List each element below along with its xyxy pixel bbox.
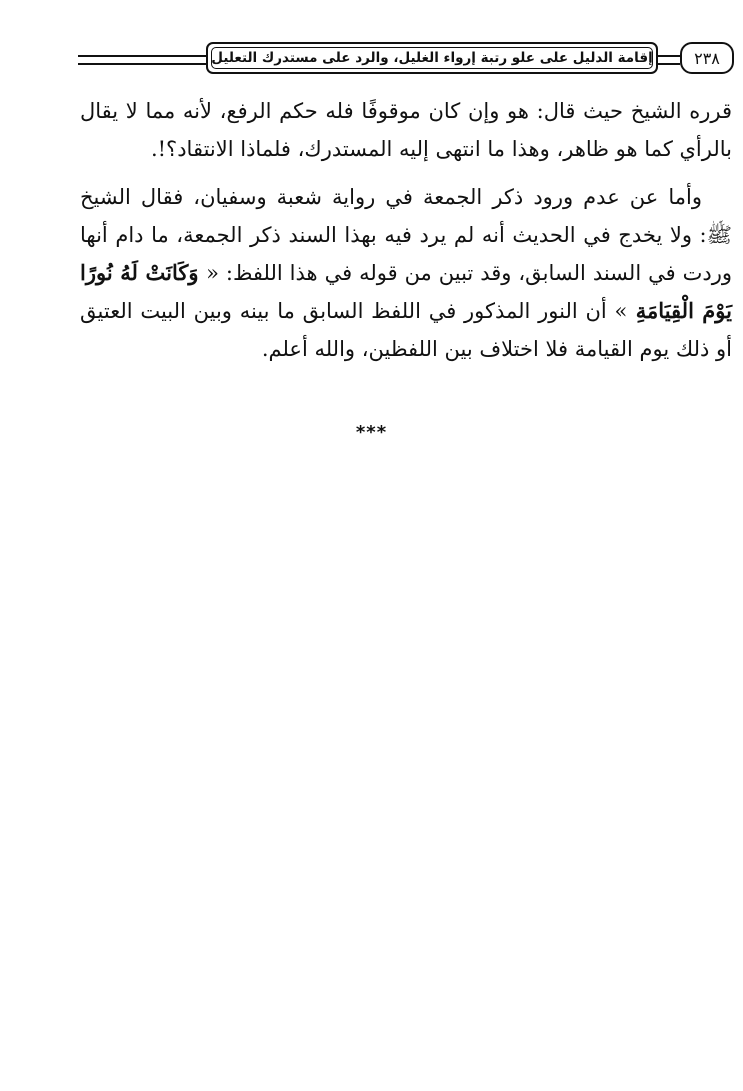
running-title: إقامة الدليل على علو رتبة إرواء الغليل، والرد على مستدرك التعليل <box>211 50 653 66</box>
paragraph-2 <box>80 178 732 368</box>
paragraph-2-text-after: » أن النور المذكور في اللفظ السابق ما بينه وبين البيت العتيق أو ذلك يوم القيامة فلا اختلاف بين اللفظين، والله أعلم. <box>80 299 732 361</box>
header-rule-left <box>78 55 206 65</box>
paragraph-1 <box>80 92 732 168</box>
page-number: ٢٣٨ <box>694 48 720 68</box>
section-separator: *** <box>355 422 388 443</box>
paragraph-2-text-before: وأما عن عدم ورود ذكر الجمعة في رواية شعبة وسفيان، فقال الشيخ ﷺ: ولا يخدج في الحديث أنه لم يرد فيه بهذا السند ذكر الجمعة، ما دام أنها وردت في السند السابق، وقد تبين من قوله في هذا اللفظ: « <box>80 185 733 285</box>
paragraph-1-text: قرره الشيخ حيث قال: هو وإن كان موقوفًا فله حكم الرفع، لأنه مما لا يقال بالرأي كما هو ظاهر، وهذا ما انتهى إليه المستدرك، فلماذا الانتقاد؟!. <box>80 99 732 161</box>
body-text <box>80 92 732 368</box>
page-header <box>78 42 734 86</box>
quran-quote: وَكَانَتْ لَهُ نُورًا يَوْمَ الْقِيَامَةِ <box>80 260 733 323</box>
running-title-frame <box>206 42 658 74</box>
header-rule-connector <box>658 55 680 65</box>
page-number-frame <box>680 42 734 74</box>
